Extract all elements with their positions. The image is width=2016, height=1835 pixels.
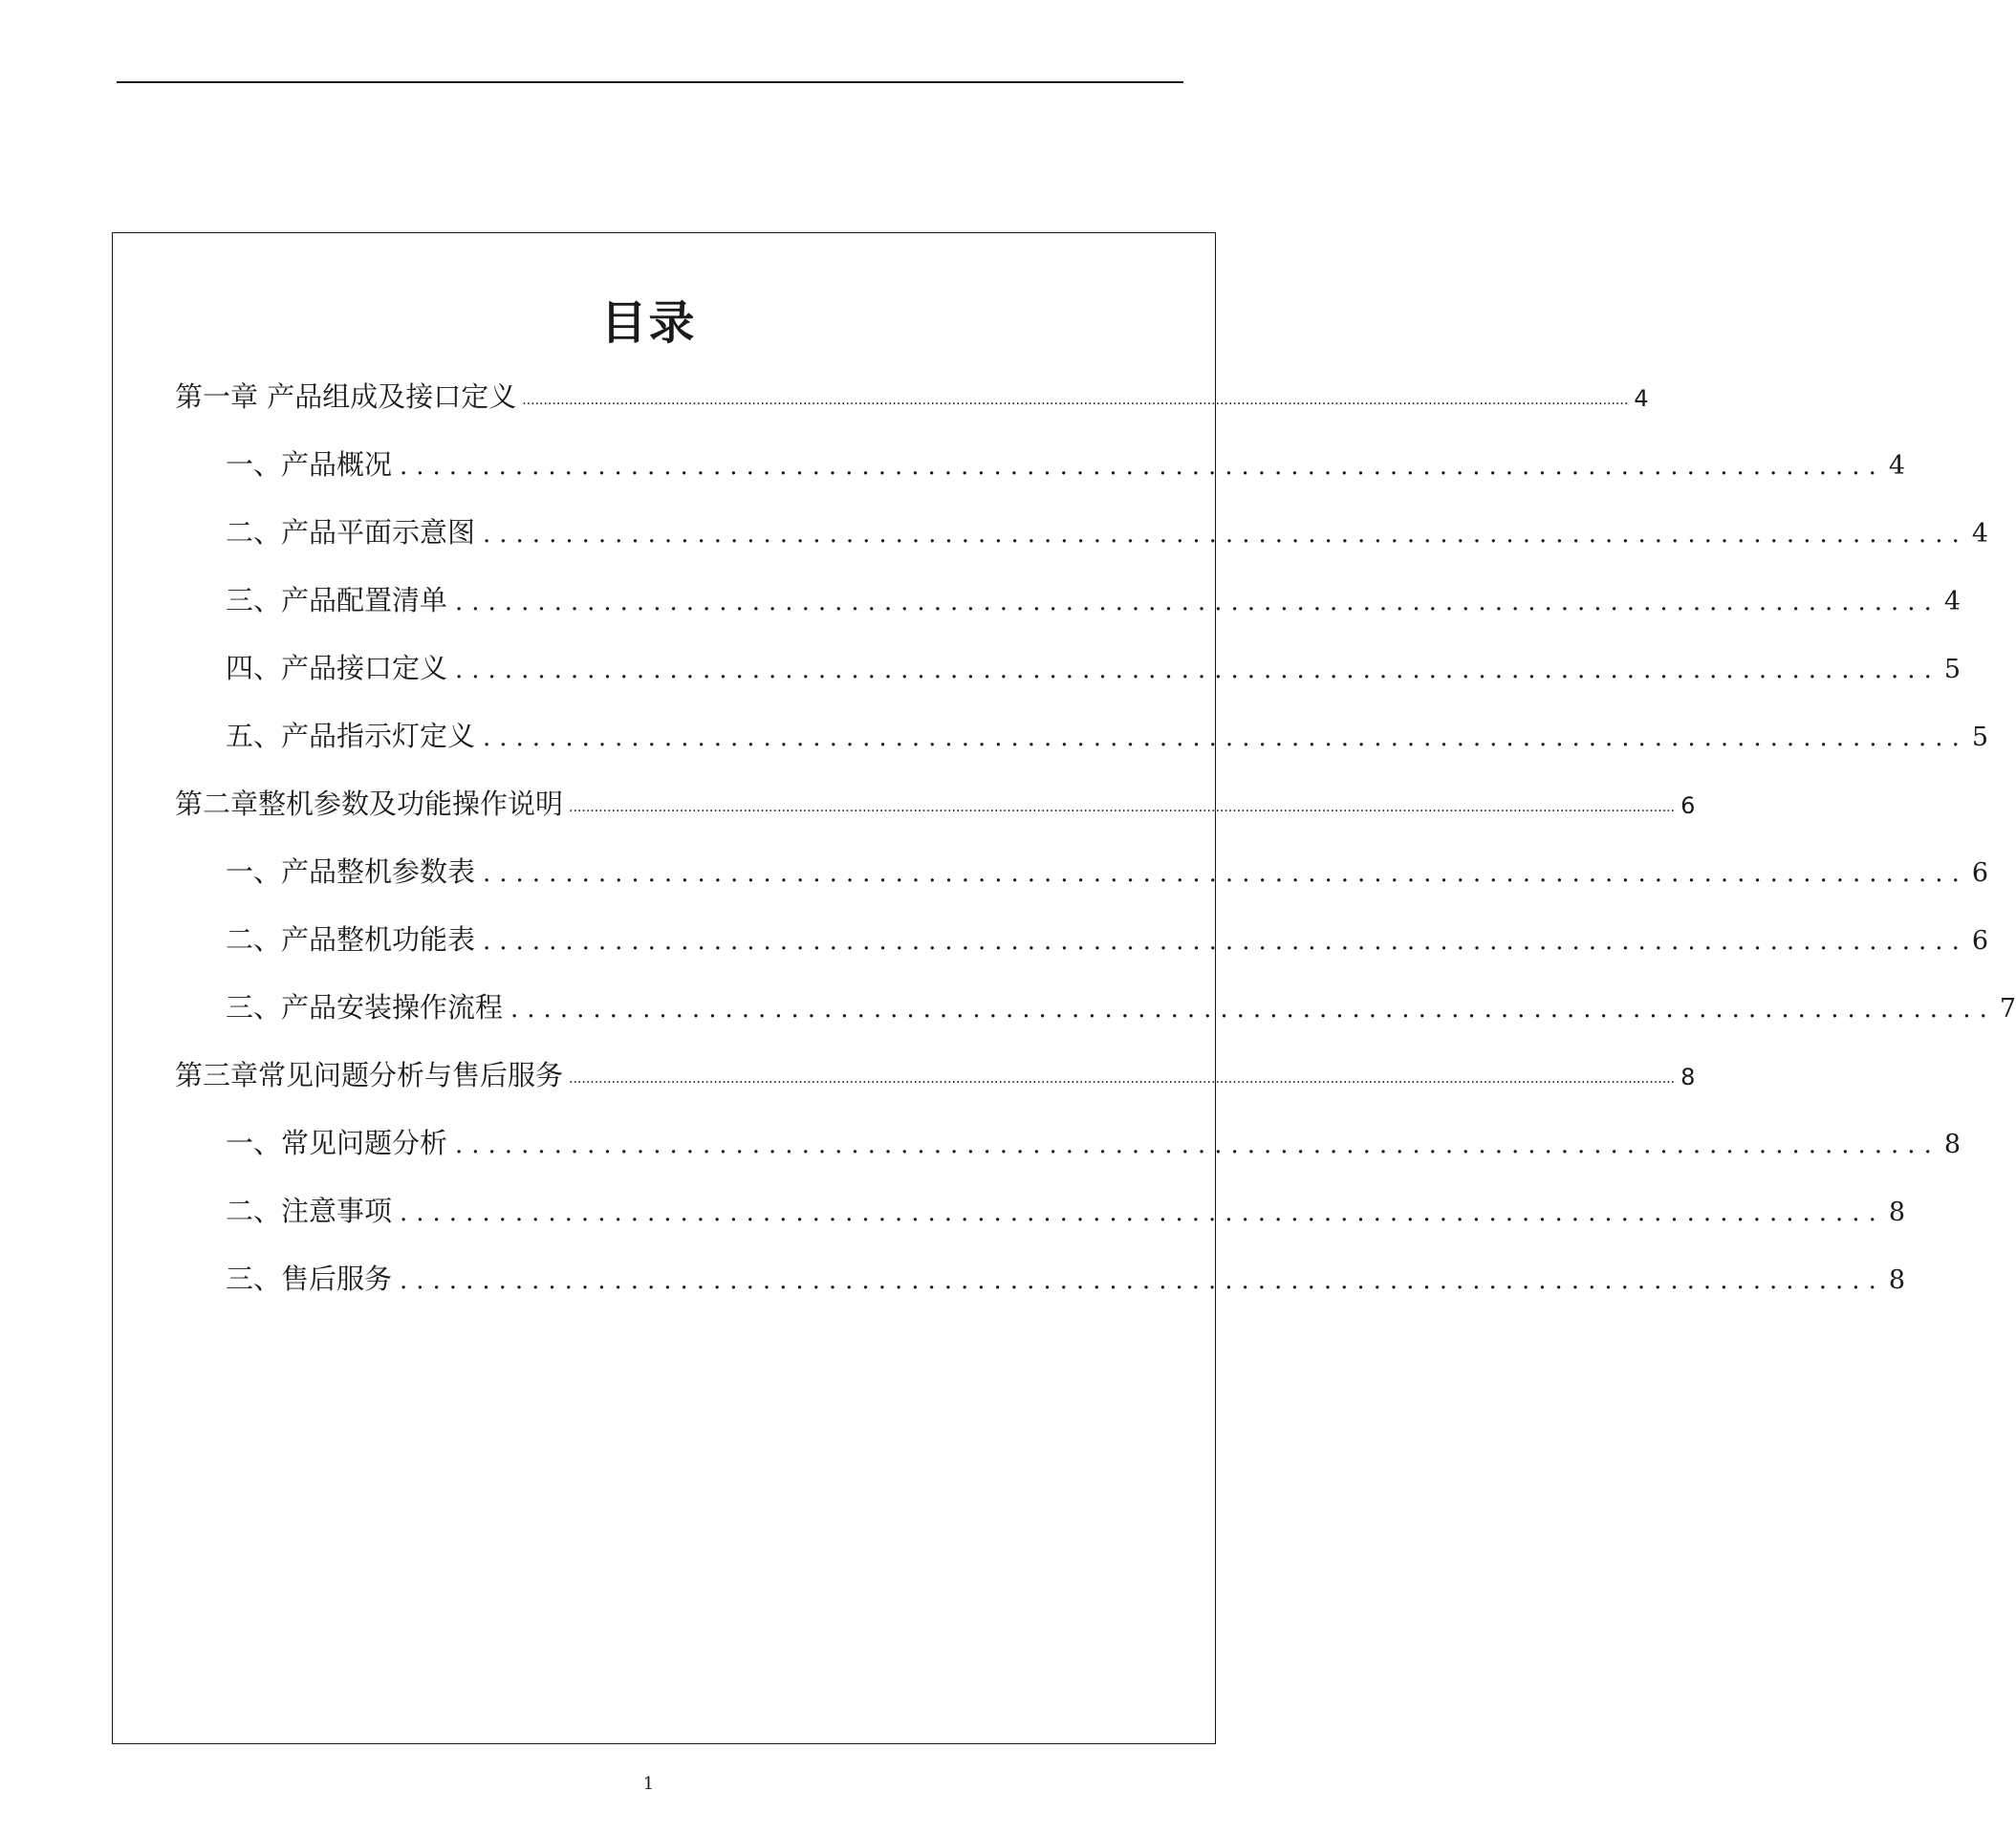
toc-entry-title: 一、产品概况 [226, 448, 393, 481]
toc-entry-page: 6 [1971, 926, 1989, 956]
toc-entry-page: 6 [1971, 858, 1989, 888]
dot-leader: .......................................................................................... [455, 1131, 1940, 1159]
dot-leader: .......................................................................................... [483, 520, 1968, 549]
toc-entry-chapter-3[interactable] [175, 1053, 1696, 1097]
toc-entry-section[interactable] [226, 1121, 1962, 1165]
dot-leader: .......................................................................................... [455, 656, 1940, 684]
toc-entry-section[interactable] [226, 918, 1989, 961]
toc-entry-section[interactable] [226, 1189, 1906, 1233]
toc-entry-title: 五、产品指示灯定义 [226, 720, 476, 752]
dot-leader: .......................................................................................... [483, 859, 1968, 888]
toc-entry-section[interactable] [226, 510, 1989, 554]
toc-entry-section[interactable] [226, 578, 1962, 622]
toc-title: 目录 [600, 296, 697, 350]
toc-entry-title: 第一章 产品组成及接口定义 [175, 380, 517, 413]
dot-leader: .......................................................................................... [400, 1266, 1885, 1295]
dot-leader: .......................................................................................... [483, 927, 1968, 956]
toc-entry-page: 8 [1680, 1064, 1696, 1090]
toc-entry-page: 4 [1943, 587, 1962, 616]
toc-entry-title: 一、常见问题分析 [226, 1127, 448, 1159]
toc-entry-title: 二、注意事项 [226, 1195, 393, 1227]
toc-entry-section[interactable] [226, 1257, 1906, 1301]
toc-entry-section[interactable] [226, 850, 1989, 894]
toc-entry-section[interactable] [226, 646, 1962, 690]
toc-entry-section[interactable] [226, 714, 1989, 758]
toc-entry-chapter-2[interactable] [175, 782, 1696, 826]
toc-entry-title: 二、产品平面示意图 [226, 516, 476, 549]
dot-leader: .......................................................................................... [510, 995, 1996, 1024]
toc-entry-page: 8 [1943, 1130, 1962, 1159]
toc-entry-title: 三、产品安装操作流程 [226, 991, 504, 1024]
toc-entry-page: 8 [1888, 1265, 1906, 1295]
toc-entry-chapter-1[interactable] [175, 375, 1649, 419]
toc-entry-page: 8 [1888, 1198, 1906, 1227]
dot-leader: .......................................................................................... [455, 588, 1940, 616]
page-number: 1 [642, 1774, 655, 1794]
toc-entry-title: 一、产品整机参数表 [226, 855, 476, 888]
toc-entry-title: 三、产品配置清单 [226, 584, 448, 616]
toc-entry-section[interactable] [226, 443, 1906, 486]
dot-leader: .......................................................................................... [400, 452, 1885, 481]
toc-entry-page: 6 [1680, 792, 1696, 819]
toc-entry-page: 5 [1943, 655, 1962, 684]
toc-entry-page: 4 [1888, 451, 1906, 481]
dot-leader: .................................................................................................................................................................................................................................................................... [569, 1071, 1676, 1087]
dot-leader: .................................................................................................................................................................................................................................................................... [569, 800, 1676, 815]
toc-entry-title: 三、售后服务 [226, 1263, 393, 1295]
toc-entry-title: 第二章整机参数及功能操作说明 [175, 788, 564, 820]
toc-entry-page: 7 [1999, 994, 2016, 1024]
toc-entry-page: 4 [1634, 385, 1649, 412]
toc-entry-title: 第三章常见问题分析与售后服务 [175, 1059, 564, 1091]
toc-entry-section[interactable] [226, 985, 2016, 1029]
toc-entry-page: 5 [1971, 723, 1989, 752]
dot-leader: .......................................................................................... [483, 723, 1968, 752]
toc-entry-title: 二、产品整机功能表 [226, 923, 476, 956]
dot-leader: .................................................................................................................................................................................................................................................................... [522, 393, 1629, 408]
toc-entry-page: 4 [1971, 519, 1989, 549]
dot-leader: .......................................................................................... [400, 1198, 1885, 1227]
toc-entry-title: 四、产品接口定义 [226, 652, 448, 684]
